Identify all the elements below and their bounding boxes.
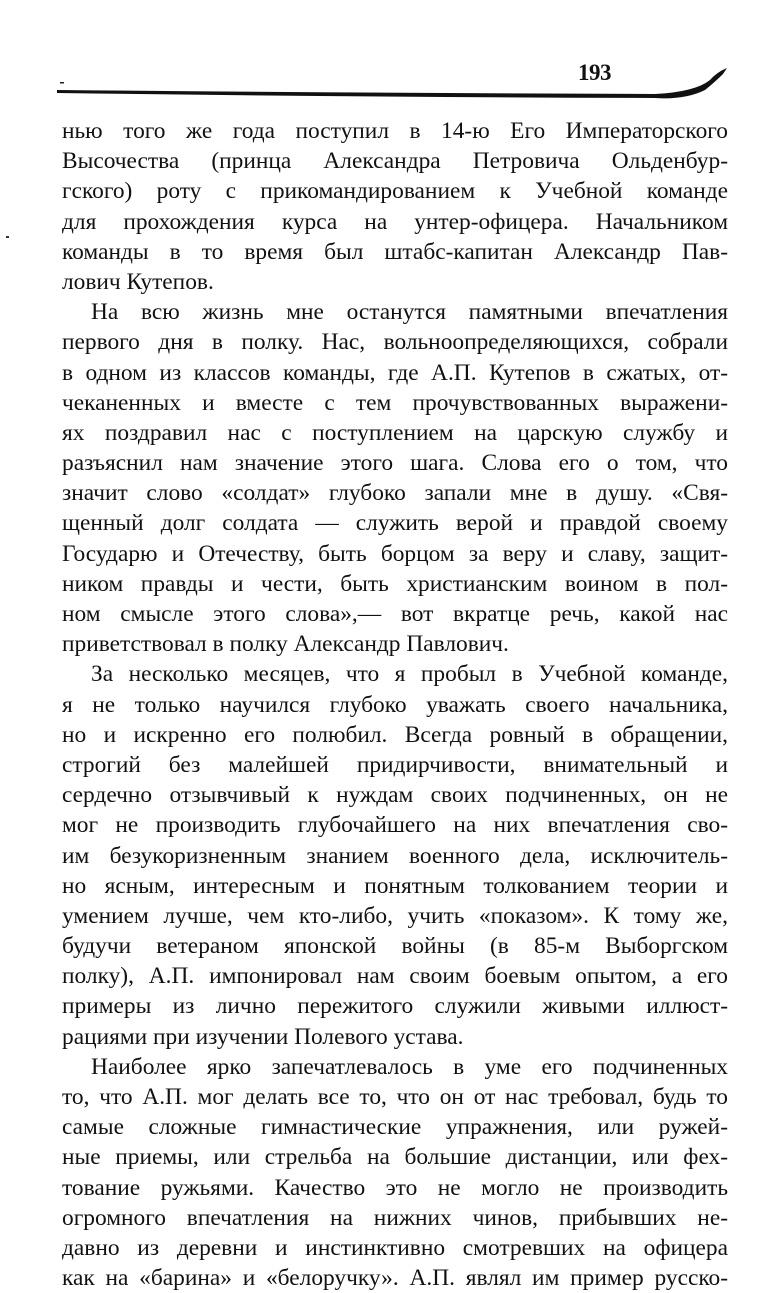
- text-line: в одном из классов команды, где А.П. Кутепов в сжатых, от-: [62, 359, 728, 386]
- text-line: гского) роту с прикомандированием к Учебной команде: [62, 178, 728, 205]
- text-line: огромного впечатления на нижних чинов, прибывших не-: [62, 1204, 728, 1231]
- text-line: как на «барина» и «белоручку». А.П. являл им пример русско-: [62, 1265, 728, 1292]
- text-line: лович Кутепов.: [62, 268, 214, 295]
- scan-artifact: [6, 236, 9, 238]
- text-line: щенный долг солдата — служить верой и правдой своему: [62, 510, 728, 537]
- text-line: ником правды и чести, быть христианским воином в пол-: [62, 570, 728, 597]
- text-line: для прохождения курса на унтер-офицера. Начальником: [62, 208, 728, 235]
- text-line: значит слово «солдат» глубоко запали мне в душу. «Свя-: [62, 480, 728, 507]
- text-line: умением лучше, чем кто-либо, учить «показом». К тому же,: [62, 902, 728, 929]
- text-line: нью того же года поступил в 14-ю Его Императорского: [62, 118, 728, 144]
- text-line: сердечно отзывчивый к нуждам своих подчиненных, он не: [62, 782, 728, 809]
- text-line: На всю жизнь мне останутся памятными впечатления: [91, 299, 728, 326]
- text-line: примеры из лично пережитого служили живыми иллюст-: [62, 993, 728, 1020]
- text-line: мог не производить глубочайшего на них впечатления сво-: [62, 812, 728, 839]
- body-text: [62, 116, 728, 1293]
- text-line: но ясным, интересным и понятным толкованием теории и: [62, 872, 728, 899]
- text-line: команды в то время был штабс-капитан Александр Пав-: [62, 238, 728, 265]
- text-line: я не только научился глубоко уважать своего начальника,: [62, 691, 728, 718]
- text-line: давно из деревни и инстинктивно смотревших на офицера: [62, 1234, 728, 1261]
- text-line: приветствовал в полку Александр Павлович.: [62, 631, 509, 658]
- text-line: разъяснил нам значение этого шага. Слова его о том, что: [62, 450, 728, 477]
- page-number: 193: [578, 60, 611, 85]
- text-line: первого дня в полку. Нас, вольноопределяющихся, собрали: [62, 329, 728, 356]
- text-line: будучи ветераном японской войны (в 85-м Выборгском: [62, 933, 728, 960]
- text-line: Наиболее ярко запечатлевалось в уме его подчиненных: [91, 1053, 728, 1080]
- text-line: чеканенных и вместе с тем прочувствованных выражени-: [62, 389, 728, 416]
- text-line: Высочества (принца Александра Петровича Ольденбур-: [62, 148, 728, 175]
- text-line: самые сложные гимнастические упражнения, или ружей-: [62, 1114, 728, 1141]
- text-line: полку), А.П. импонировал нам своим боевым опытом, а его: [62, 963, 728, 990]
- text-line: но и искренно его полюбил. Всегда ровный в обращении,: [62, 721, 728, 748]
- text-line: строгий без малейшей придирчивости, внимательный и: [62, 751, 728, 778]
- text-line: ном смысле этого слова»,— вот вкратце речь, какой нас: [62, 601, 728, 627]
- text-line: ные приемы, или стрельба на большие дистанции, или фех-: [62, 1144, 728, 1171]
- text-line: им безукоризненным знанием военного дела, исключитель-: [62, 842, 728, 869]
- text-line: тование ружьями. Качество это не могло не производить: [62, 1174, 728, 1201]
- text-line: За несколько месяцев, что я пробыл в Учебной команде,: [91, 661, 728, 688]
- text-line: то, что А.П. мог делать все то, что он от нас требовал, будь то: [62, 1084, 728, 1110]
- text-line: Государю и Отечеству, быть борцом за веру и славу, защит-: [62, 540, 728, 567]
- text-line: ях поздравил нас с поступлением на царскую службу и: [62, 419, 728, 446]
- header-swoosh-rule: [55, 66, 735, 100]
- text-line: рациями при изучении Полевого устава.: [62, 1023, 464, 1050]
